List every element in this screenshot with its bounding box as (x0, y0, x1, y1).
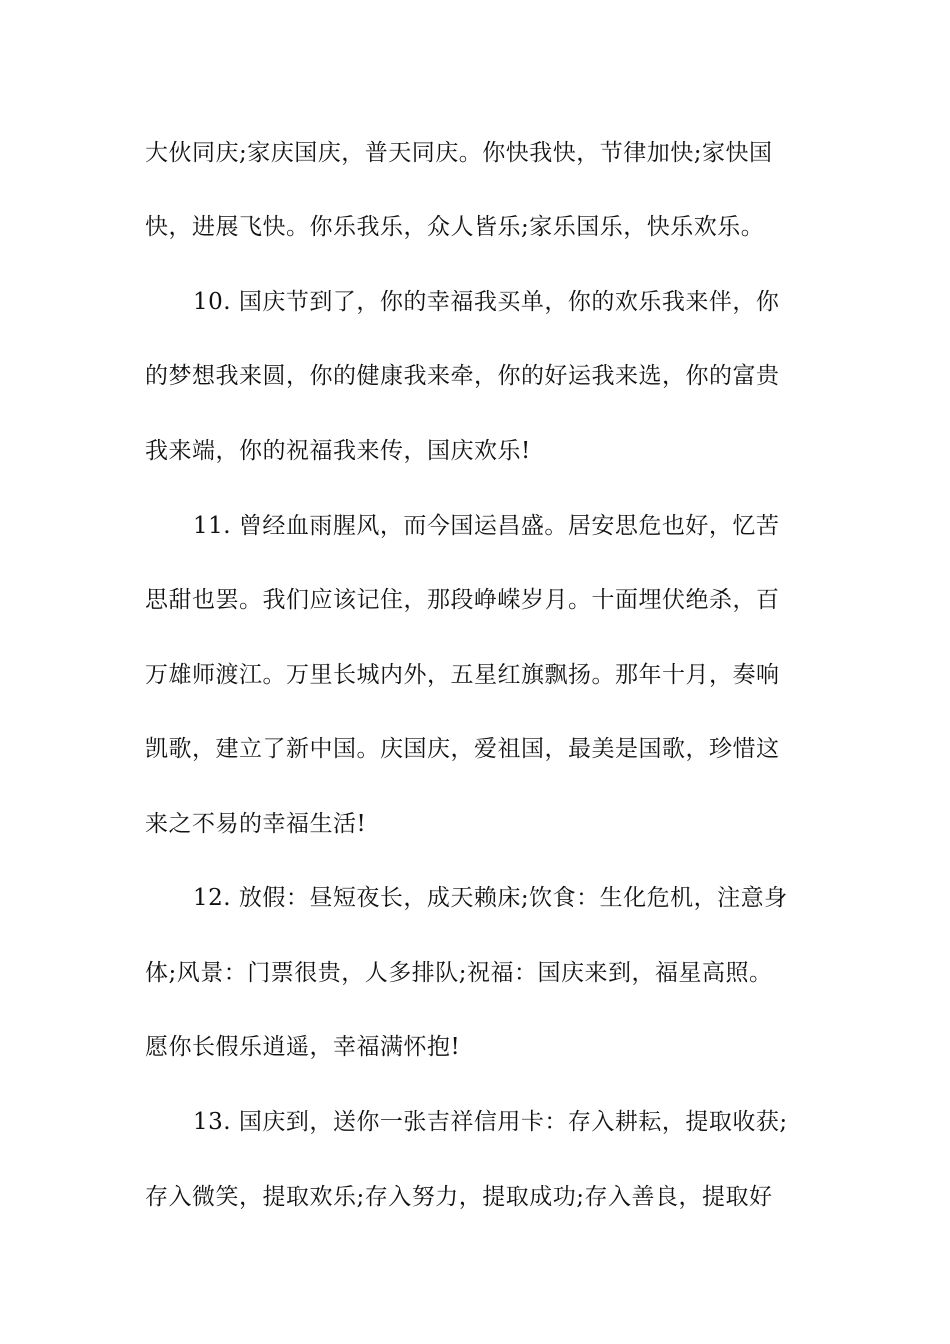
text-line: 来之不易的幸福生活! (145, 811, 367, 837)
text-line: 快，进展飞快。你乐我乐，众人皆乐;家乐国乐，快乐欢乐。 (145, 214, 765, 240)
paragraph-10-start: 10. 国庆节到了，你的幸福我买单，你的欢乐我来伴，你 (193, 289, 780, 315)
paragraph-12-start: 12. 放假：昼短夜长，成天赖床;饮食：生化危机，注意身 (193, 885, 788, 911)
text-line: 我来端，你的祝福我来传，国庆欢乐! (145, 438, 531, 464)
text-line: 思甜也罢。我们应该记住，那段峥嵘岁月。十面埋伏绝杀，百 (145, 587, 780, 613)
text-line: 存入微笑，提取欢乐;存入努力，提取成功;存入善良，提取好 (145, 1184, 773, 1210)
text-line: 愿你长假乐逍遥，幸福满怀抱! (145, 1034, 461, 1060)
text-line: 大伙同庆;家庆国庆，普天同庆。你快我快，节律加快;家快国 (145, 140, 773, 166)
text-line: 凯歌，建立了新中国。庆国庆，爱祖国，最美是国歌，珍惜这 (145, 736, 780, 762)
paragraph-11-start: 11. 曾经血雨腥风，而今国运昌盛。居安思危也好，忆苦 (193, 513, 780, 539)
text-line: 的梦想我来圆，你的健康我来牵，你的好运我来选，你的富贵 (145, 363, 780, 389)
paragraph-13-start: 13. 国庆到，送你一张吉祥信用卡：存入耕耘，提取收获; (193, 1109, 788, 1135)
text-line: 万雄师渡江。万里长城内外，五星红旗飘扬。那年十月，奏响 (145, 662, 780, 688)
text-line: 体;风景：门票很贵，人多排队;祝福：国庆来到，福星高照。 (145, 960, 773, 986)
